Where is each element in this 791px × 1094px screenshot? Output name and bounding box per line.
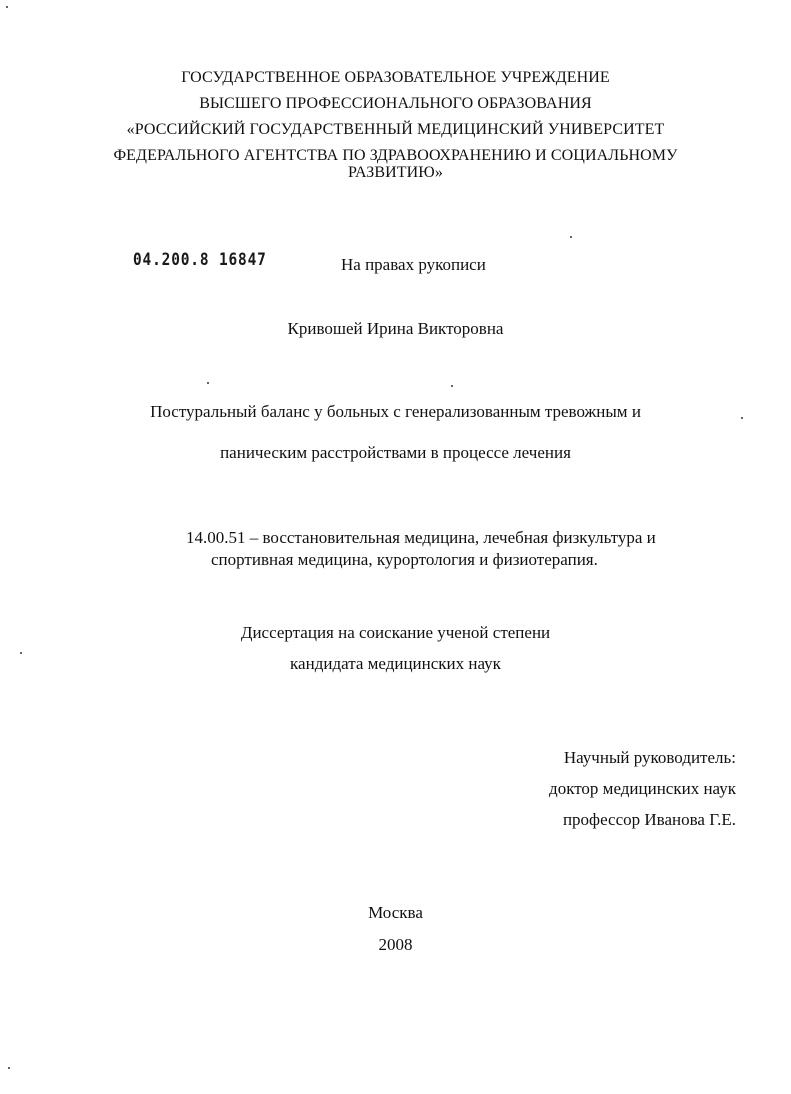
scan-speck — [207, 382, 209, 384]
supervisor-name: профессор Иванова Г.Е. — [562, 810, 736, 829]
degree-line-1: Диссертация на соискание ученой степени — [240, 623, 551, 642]
dissertation-title-line-1: Постуральный баланс у больных с генерализованным тревожным и — [150, 402, 641, 421]
year: 2008 — [378, 935, 413, 954]
scan-speck — [451, 385, 453, 387]
scan-speck — [8, 1067, 10, 1069]
institution-line-4: ФЕДЕРАЛЬНОГО АГЕНТСТВА ПО ЗДРАВООХРАНЕНИЮ И СОЦИАЛЬНОМУ — [113, 147, 678, 164]
supervisor-label: Научный руководитель: — [563, 748, 736, 767]
dissertation-title-line-2: паническим расстройствами в процессе лечения — [220, 443, 571, 462]
scan-speck — [570, 236, 572, 238]
degree-line-2: кандидата медицинских наук — [290, 654, 501, 673]
institution-line-5: РАЗВИТИЮ» — [348, 164, 443, 181]
institution-line-2: ВЫСШЕГО ПРОФЕССИОНАЛЬНОГО ОБРАЗОВАНИЯ — [199, 95, 592, 112]
city: Москва — [368, 903, 423, 922]
scan-speck — [6, 6, 8, 8]
scan-speck — [20, 652, 22, 654]
library-stamp-number: 04.200.8 16847 — [133, 250, 267, 270]
institution-line-3: «РОССИЙСКИЙ ГОСУДАРСТВЕННЫЙ МЕДИЦИНСКИЙ УНИВЕРСИТЕТ — [126, 121, 665, 138]
manuscript-note: На правах рукописи — [341, 255, 486, 274]
specialty-line-2: спортивная медицина, курортология и физиотерапия. — [211, 550, 598, 569]
supervisor-degree: доктор медицинских наук — [549, 779, 736, 798]
scan-speck — [741, 417, 743, 419]
specialty-line-1: 14.00.51 – восстановительная медицина, лечебная физкультура и — [186, 528, 656, 547]
institution-line-1: ГОСУДАРСТВЕННОЕ ОБРАЗОВАТЕЛЬНОЕ УЧРЕЖДЕНИЕ — [181, 69, 610, 86]
author-name: Кривошей Ирина Викторовна — [287, 319, 504, 338]
